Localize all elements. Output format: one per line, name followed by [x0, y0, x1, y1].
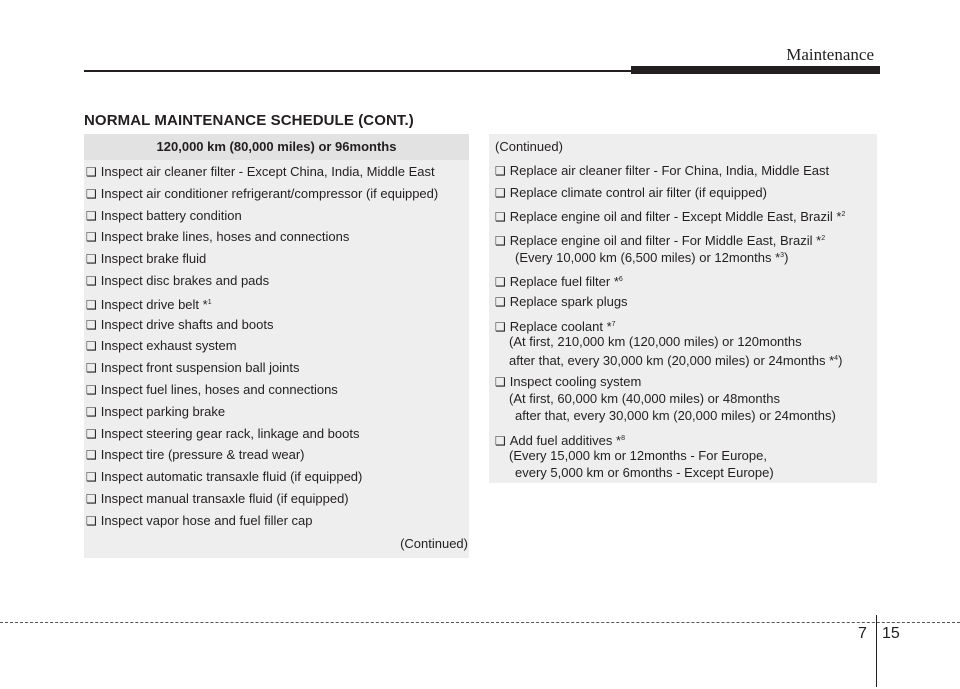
- checklist-item-label: Replace engine oil and filter - For Middle East, Brazil *: [509, 233, 822, 248]
- checkbox-icon: ❑: [86, 298, 97, 312]
- checkbox-icon: ❑: [495, 186, 506, 200]
- checklist-item: [86, 360, 300, 376]
- item-detail-text: ): [784, 250, 789, 265]
- checklist-item: [495, 207, 845, 225]
- checklist-item: [86, 382, 338, 398]
- checkbox-icon: ❑: [86, 187, 97, 201]
- header-rule-accent: [631, 66, 880, 74]
- checklist-item: [495, 431, 625, 449]
- checklist-item-label: Inspect air conditioner refrigerant/compressor (if equipped): [100, 186, 439, 201]
- checkbox-icon: ❑: [86, 209, 97, 223]
- checklist-item-label: Inspect parking brake: [100, 404, 226, 419]
- footnote-ref: 2: [841, 211, 846, 218]
- chapter-number: 7: [858, 625, 867, 642]
- footnote-ref: 7: [611, 321, 616, 328]
- checkbox-icon: ❑: [86, 427, 97, 441]
- item-detail-line: [509, 391, 780, 407]
- checklist-item-label: Inspect brake lines, hoses and connections: [100, 229, 350, 244]
- left-panel-heading: 120,000 km (80,000 miles) or 96months: [84, 134, 469, 160]
- item-detail-line: [509, 351, 842, 369]
- checklist-item: [86, 229, 349, 245]
- checkbox-icon: ❑: [86, 165, 97, 179]
- item-detail-line: [515, 408, 836, 424]
- footnote-ref: 6: [618, 276, 623, 283]
- checklist-item-label: Inspect tire (pressure & tread wear): [100, 447, 305, 462]
- checkbox-icon: ❑: [86, 470, 97, 484]
- checkbox-icon: ❑: [495, 275, 506, 289]
- checklist-item: [86, 513, 313, 529]
- item-detail-text: after that, every 30,000 km (20,000 miles) or 24months *: [509, 353, 835, 368]
- checklist-item-label: Inspect manual transaxle fluid (if equipped): [100, 491, 349, 506]
- checklist-item-label: Replace spark plugs: [509, 294, 628, 309]
- item-detail-text: every 5,000 km or 6months - Except Europe): [515, 465, 774, 480]
- checklist-item-label: Inspect cooling system: [509, 374, 642, 389]
- checklist-item-label: Inspect fuel lines, hoses and connections: [100, 382, 338, 397]
- footer-divider: [0, 622, 960, 623]
- item-detail-text: (At first, 210,000 km (120,000 miles) or 120months: [509, 334, 802, 349]
- checklist-item: [86, 469, 362, 485]
- footnote-ref: 8: [621, 435, 625, 442]
- checklist-item-label: Inspect automatic transaxle fluid (if equipped): [100, 469, 363, 484]
- item-detail-line: [515, 248, 788, 266]
- checklist-item-label: Inspect vapor hose and fuel filler cap: [100, 513, 313, 528]
- checklist-item: [86, 186, 438, 202]
- checklist-item: [86, 164, 435, 180]
- checklist-item: [86, 404, 225, 420]
- checkbox-icon: ❑: [86, 339, 97, 353]
- checklist-item-label: Replace engine oil and filter - Except Middle East, Brazil *: [509, 209, 842, 224]
- section-title: NORMAL MAINTENANCE SCHEDULE (CONT.): [84, 112, 414, 129]
- checkbox-icon: ❑: [86, 405, 97, 419]
- checkbox-icon: ❑: [86, 252, 97, 266]
- checkbox-icon: ❑: [86, 514, 97, 528]
- checklist-item-label: Inspect exhaust system: [100, 338, 237, 353]
- item-detail-text: (Every 15,000 km or 12months - For Europe,: [509, 448, 767, 463]
- checklist-item: [86, 208, 242, 224]
- checkbox-icon: ❑: [495, 210, 506, 224]
- page-number-divider: [876, 615, 877, 687]
- footnote-ref: 2: [821, 235, 826, 242]
- checkbox-icon: ❑: [86, 274, 97, 288]
- checklist-item-label: Inspect air cleaner filter - Except China, India, Middle East: [100, 164, 435, 179]
- checklist-item-label: Inspect drive shafts and boots: [100, 317, 274, 332]
- item-detail-text: after that, every 30,000 km (20,000 miles) or 24months): [515, 408, 836, 423]
- checkbox-icon: ❑: [495, 295, 506, 309]
- checklist-item-label: Replace climate control air filter (if equipped): [509, 185, 767, 200]
- header-rule: [84, 70, 634, 72]
- checklist-item-label: Add fuel additives *: [509, 433, 622, 448]
- page-number: 15: [882, 625, 900, 642]
- item-detail-line: [509, 448, 767, 464]
- checkbox-icon: ❑: [86, 448, 97, 462]
- checklist-item: [86, 295, 212, 313]
- right-continued-label: (Continued): [495, 139, 563, 154]
- checklist-item: [86, 338, 237, 354]
- checklist-item: [86, 426, 359, 442]
- checklist-item: [86, 491, 349, 507]
- checkbox-icon: ❑: [86, 230, 97, 244]
- checkbox-icon: ❑: [86, 492, 97, 506]
- checklist-item: [86, 447, 305, 463]
- item-detail-text: (Every 10,000 km (6,500 miles) or 12months *: [515, 250, 781, 265]
- checklist-item: [495, 294, 628, 310]
- checklist-item: [495, 317, 616, 335]
- item-detail-line: [509, 334, 802, 350]
- checkbox-icon: ❑: [495, 164, 506, 178]
- checklist-item: [495, 272, 623, 290]
- checklist-item: [495, 374, 641, 390]
- checklist-item-label: Replace coolant *: [509, 319, 612, 334]
- checkbox-icon: ❑: [86, 361, 97, 375]
- footnote-ref: 3: [780, 252, 785, 259]
- checklist-item-label: Replace air cleaner filter - For China, India, Middle East: [509, 163, 830, 178]
- checklist-item: [495, 185, 767, 201]
- item-detail-text: (At first, 60,000 km (40,000 miles) or 48months: [509, 391, 780, 406]
- checklist-item: [495, 163, 829, 179]
- checklist-item: [86, 273, 269, 289]
- checkbox-icon: ❑: [495, 320, 506, 334]
- checkbox-icon: ❑: [86, 383, 97, 397]
- checklist-item-label: Inspect steering gear rack, linkage and boots: [100, 426, 360, 441]
- header-title: Maintenance: [786, 45, 874, 64]
- checkbox-icon: ❑: [495, 375, 506, 389]
- checkbox-icon: ❑: [495, 434, 506, 448]
- checkbox-icon: ❑: [495, 234, 506, 248]
- checklist-item-label: Inspect battery condition: [100, 208, 242, 223]
- footnote-ref: 1: [207, 299, 212, 306]
- checklist-item-label: Inspect drive belt *: [100, 297, 208, 312]
- item-detail-text: ): [838, 353, 843, 368]
- left-continued-label: (Continued): [400, 536, 468, 551]
- checkbox-icon: ❑: [86, 318, 97, 332]
- item-detail-line: [515, 465, 774, 481]
- checklist-item-label: Replace fuel filter *: [509, 274, 619, 289]
- checklist-item-label: Inspect disc brakes and pads: [100, 273, 270, 288]
- checklist-item: [495, 231, 825, 249]
- checklist-item-label: Inspect brake fluid: [100, 251, 207, 266]
- checklist-item-label: Inspect front suspension ball joints: [100, 360, 300, 375]
- checklist-item: [86, 317, 273, 333]
- checklist-item: [86, 251, 206, 267]
- footnote-ref: 4: [834, 355, 839, 362]
